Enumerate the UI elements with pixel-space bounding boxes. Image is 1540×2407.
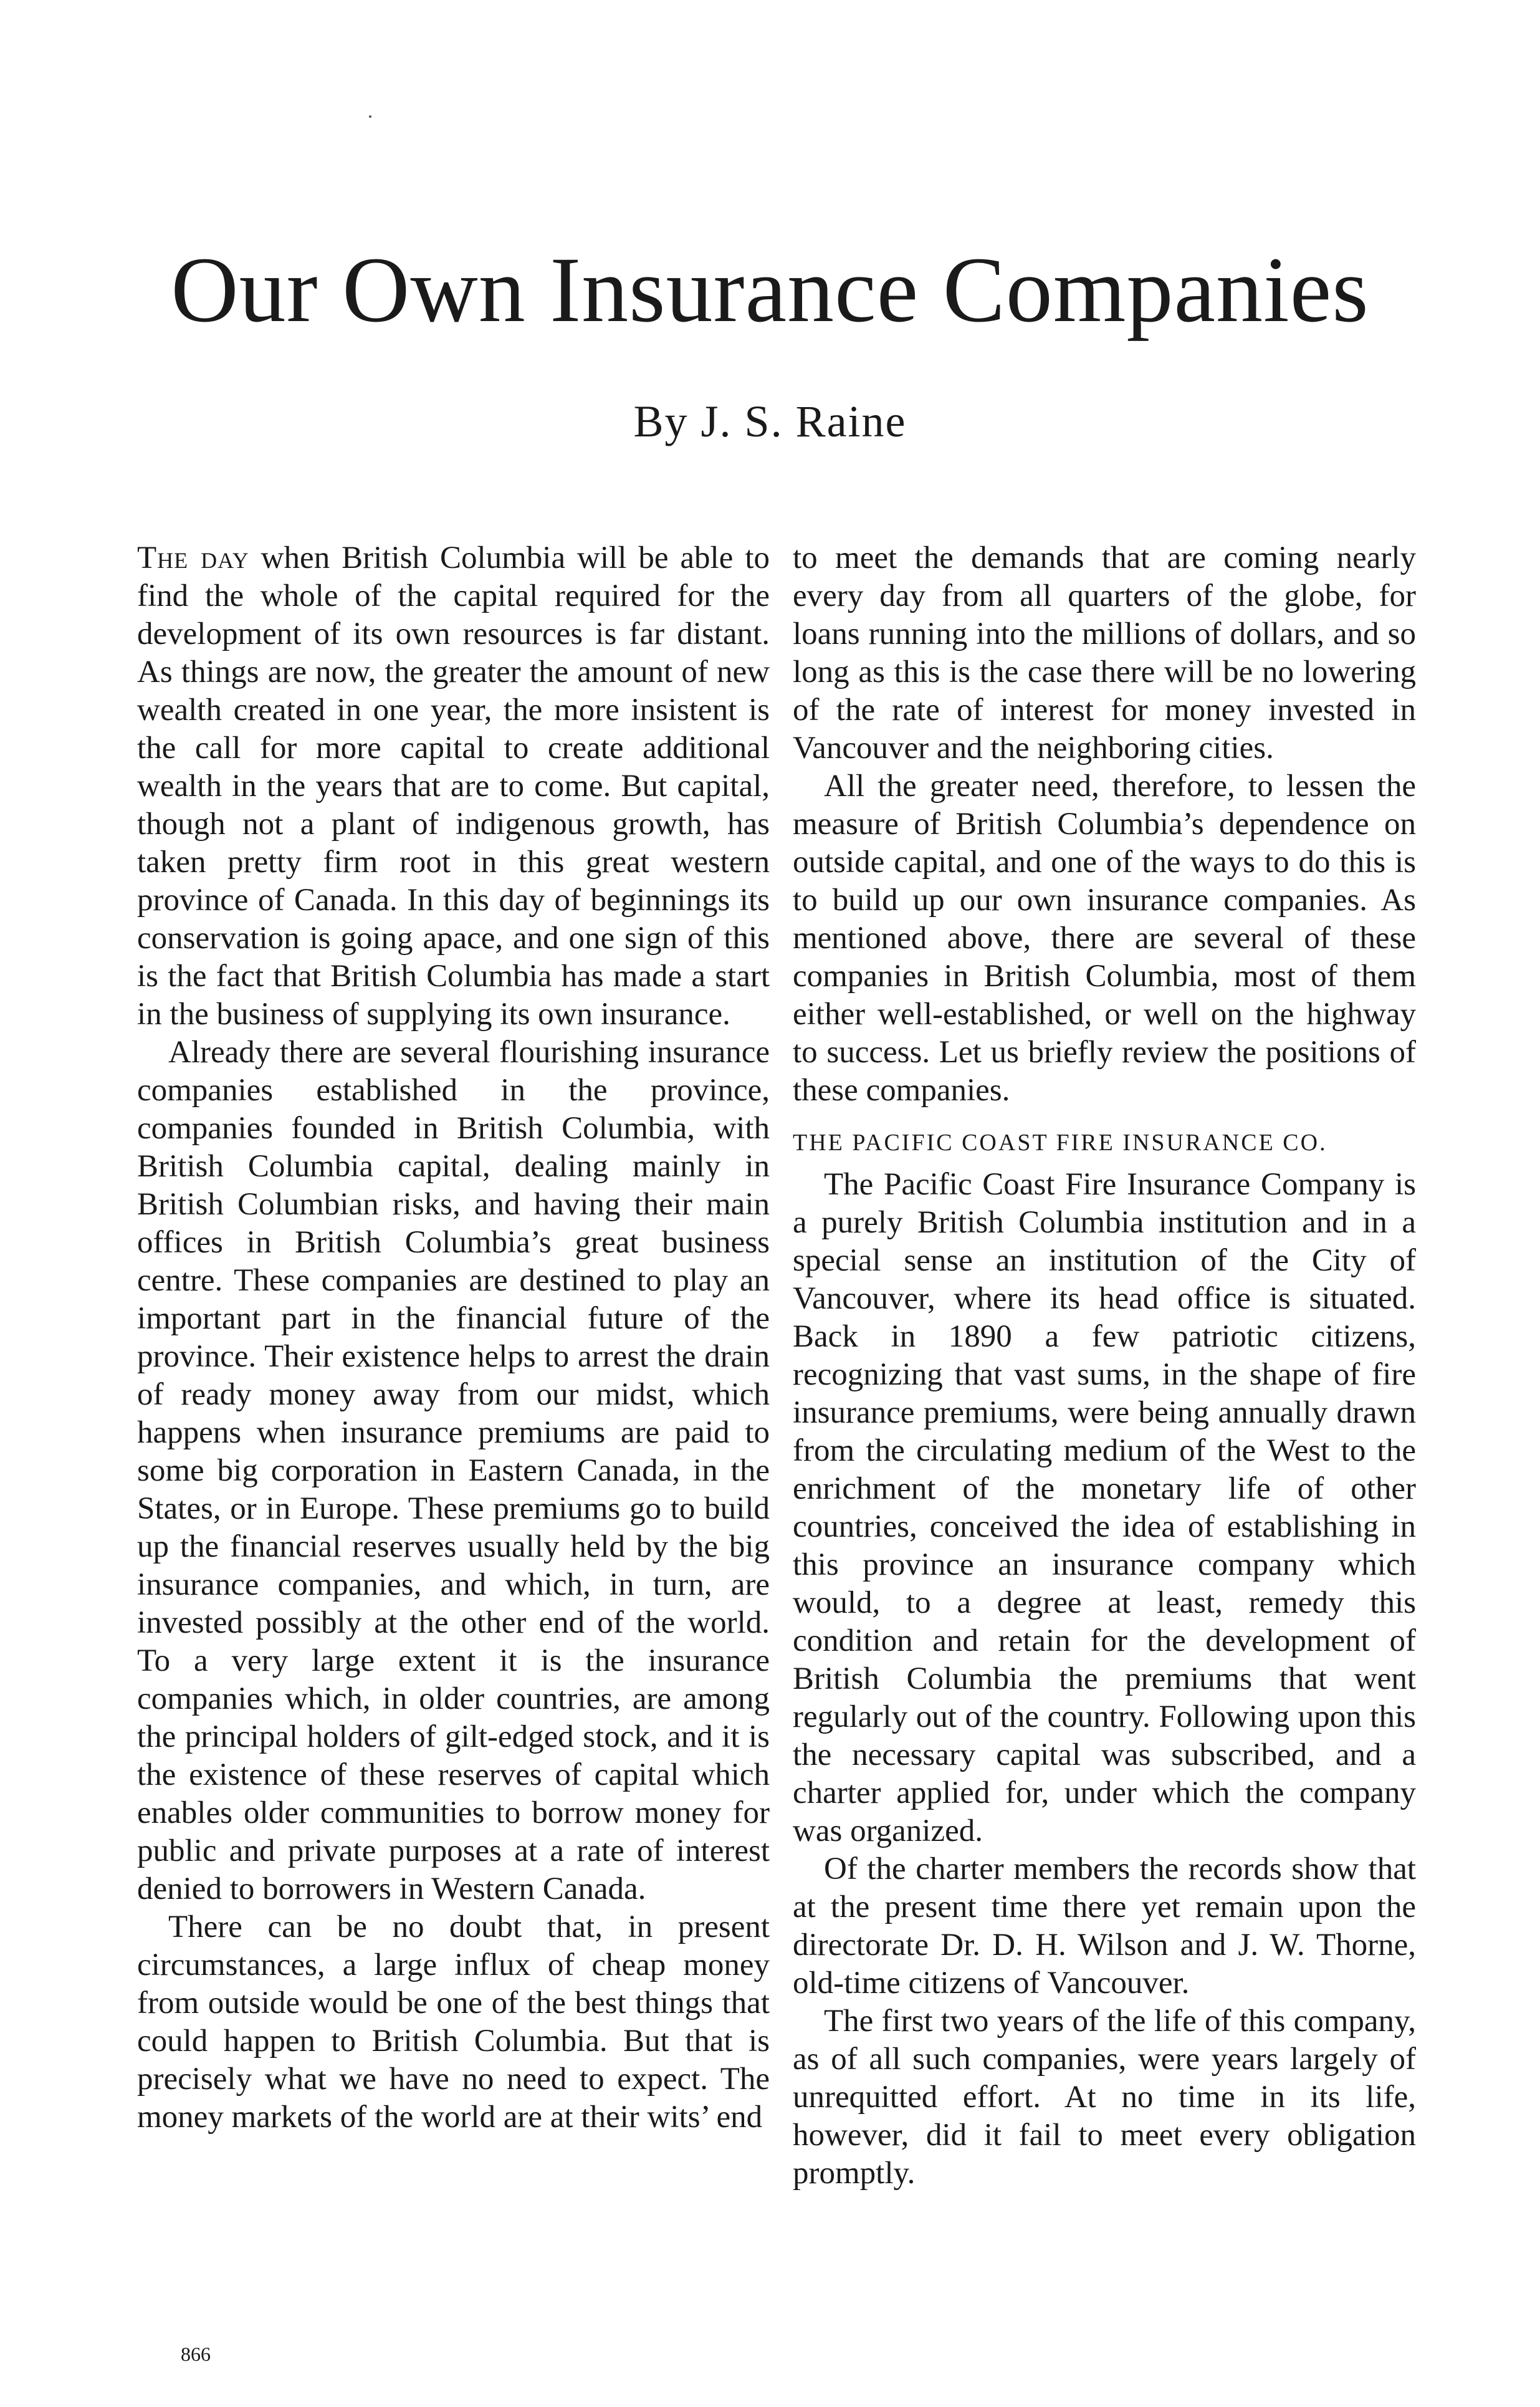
page-number: 866 [181, 2343, 211, 2365]
paragraph: There can be no doubt that, in present circumstances, a large influx of cheap money from outside would be one of the best things that could happen to British Columbia. But that is precisely what we have no need to expect. The money markets of the world are at their wits’ end [137, 1910, 770, 2135]
speck-mark [369, 115, 371, 118]
left-column [137, 539, 770, 2136]
paragraph: to meet the demands that are coming nearly every day from all quarters of the globe, for loans running into the millions of dollars, and so long as this is the case there will be no lowering of the rate of interest for money invested in Vancouver and the neighboring cities. [793, 540, 1416, 766]
right-column [793, 539, 1416, 2193]
paragraph: The first two years of the life of this company, as of all such companies, were years largely of unrequitted effort. At no time in its life, however, did it fail to meet every obligation promptly. [793, 2004, 1416, 2191]
section-heading: THE PACIFIC COAST FIRE INSURANCE CO. [793, 1130, 1327, 1156]
paragraph-lead: The day [137, 540, 249, 575]
paragraph: All the greater need, therefore, to lessen the measure of British Columbia’s dependence on outside capital, and one of the ways to do this is to build up our own insurance companies. As mentioned above, there are several of these companies in British Columbia, most of them either well-established, or well on the highway to success. Let us briefly review the positions of these companies. [793, 769, 1416, 1108]
article-title: Our Own Insurance Companies [171, 238, 1369, 342]
paragraph [137, 539, 770, 1034]
paragraph: Already there are several flourishing insurance companies established in the province, companies founded in British Columbia, with British Columbia capital, dealing mainly in British Columbian risks, and having their main offices in British Columbia’s great business centre. These companies are destined to play an important part in the financial future of the province. Their existence helps to arrest the drain of ready money away from our midst, which happens when insurance premiums are paid to some big corporation in Eastern Canada, in the States, or in Europe. These premiums go to build up the financial reserves usually held by the big insurance companies, and which, in turn, are invested possibly at the other end of the world. To a very large extent it is the insurance companies which, in older countries, are among the principal holders of gilt-edged stock, and it is the existence of these reserves of capital which enables older communities to borrow money for public and private purposes at a rate of interest denied to borrowers in Western Canada. [137, 1035, 770, 1906]
paragraph: The Pacific Coast Fire Insurance Company is a purely British Columbia institution and in a special sense an institution of the City of Vancouver, where its head office is situated. Back in 1890 a few patriotic citizens, recognizing that vast sums, in the shape of fire insurance premiums, were being annually drawn from the circulating medium of the West to the enrichment of the monetary life of other countries, conceived the idea of establishing in this province an insurance company which would, to a degree at least, remedy this condition and retain for the development of British Columbia the premiums that went regularly out of the country. Following upon this the necessary capital was subscribed, and a charter applied for, under which the company was organized. [793, 1167, 1416, 1848]
article-byline: By J. S. Raine [633, 396, 907, 446]
paragraph: Of the charter members the records show that at the present time there yet remain upon the directorate Dr. D. H. Wilson and J. W. Thorne, old-time citizens of Vancouver. [793, 1852, 1416, 2001]
paragraph-text: when British Columbia will be able to find the whole of the capital required for the development of its own resources is far distant. As things are now, the greater the amount of new wealth created in one year, the more insistent is the call for more capital to create additional wealth in the years that are to come. But capital, though not a plant of indigenous growth, has taken pretty firm root in this great western province of Canada. In this day of beginnings its conservation is going apace, and one sign of this is the fact that British Columbia has made a start in the business of supplying its own insurance. [137, 540, 770, 1032]
